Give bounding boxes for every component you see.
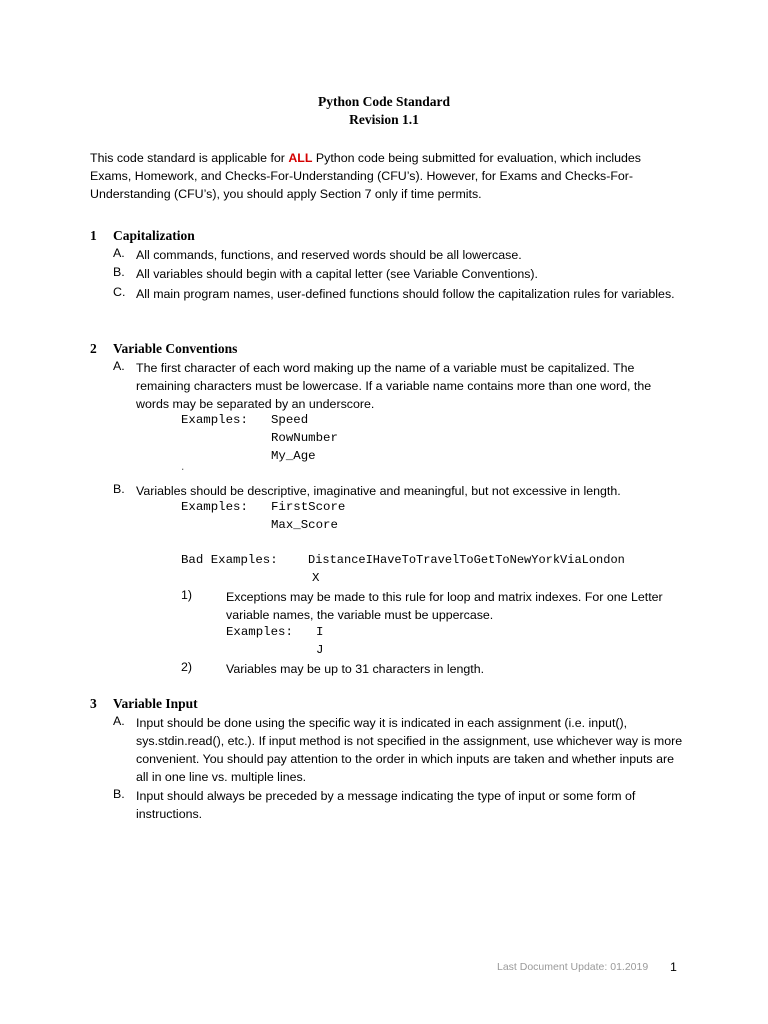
last-update-footer: Last Document Update: 01.2019 — [497, 961, 649, 973]
bad-example-x: X — [312, 571, 320, 585]
example-j: J — [316, 643, 324, 657]
document-title: Python Code Standard — [317, 94, 451, 109]
section-2-number: 2 — [90, 341, 97, 356]
sec1-item-a-text: All commands, functions, and reserved words should be all lowercase. — [136, 248, 522, 262]
bad-example-long-name: DistanceIHaveToTravelToGetToNewYorkViaLondon — [308, 553, 625, 567]
sec1-item-a-label: A. — [113, 246, 125, 260]
sec3-item-a-label: A. — [113, 714, 125, 728]
sec2-sub-2-label: 2) — [181, 660, 193, 674]
example-speed: Speed — [271, 413, 309, 427]
intro-text-end: Python code being submitted for evaluation, which includes Exams, Homework, and Checks-For-Understanding (CFU’s). However, for Exams and Checks-For-Understanding (CFU’s), you should apply Section 7 only if time permits. — [90, 151, 642, 201]
section-2-title: Variable Conventions — [113, 341, 238, 356]
example-max-score: Max_Score — [271, 518, 338, 532]
intro-highlight: ALL — [288, 151, 313, 165]
sec1-item-b-label: B. — [113, 265, 125, 279]
section-3-title: Variable Input — [113, 696, 198, 711]
sec3-item-b-label: B. — [113, 787, 125, 801]
sec1-item-b-text: All variables should begin with a capital letter (see Variable Conventions). — [136, 267, 538, 281]
sec2-sub-1-text: Exceptions may be made to this rule for loop and matrix indexes. For one Letter variable names, the variable must be uppercase. — [226, 590, 663, 622]
sec3-item-b-text: Input should always be preceded by a message indicating the type of input or some form of instructions. — [136, 789, 636, 821]
sec2-sub-1-label: 1) — [181, 588, 193, 602]
sec2-sub-2-text: Variables may be up to 31 characters in length. — [226, 662, 485, 676]
sec2-item-b-text: Variables should be descriptive, imaginative and meaningful, but not excessive in length. — [136, 484, 621, 498]
example-firstscore: FirstScore — [271, 500, 346, 514]
examples-label: Examples: — [181, 413, 248, 427]
sec3-item-a-text: Input should be done using the specific way it is indicated in each assignment (i.e. input(), sys.stdin.read(), etc.). If input method is not specified in the assignment, use whichever way is more convenient. You should pay attention to the order in which inputs are taken and whether inputs are all in one line vs. multiple lines. — [136, 716, 683, 784]
intro-paragraph — [90, 149, 680, 203]
stray-dot: . — [180, 463, 186, 473]
page-number: 1 — [670, 960, 677, 974]
sec2-item-b-label: B. — [113, 482, 125, 496]
sec2-item-a-text: The first character of each word making up the name of a variable must be capitalized. The remaining characters must be lowercase. If a variable name contains more than one word, the words may be separated by an underscore. — [136, 361, 652, 411]
intro-text-start: This code standard is applicable for — [90, 151, 289, 165]
examples-label: Examples: — [181, 500, 248, 514]
section-1-title: Capitalization — [113, 228, 195, 243]
example-i: I — [316, 625, 324, 639]
bad-examples-label: Bad Examples: — [181, 553, 278, 567]
document-revision: Revision 1.1 — [349, 112, 419, 127]
example-rownumber: RowNumber — [271, 431, 338, 445]
sec1-item-c-label: C. — [113, 285, 126, 299]
section-1-number: 1 — [90, 228, 97, 243]
sec1-item-c-text: All main program names, user-defined functions should follow the capitalization rules for variables. — [136, 287, 675, 301]
examples-label: Examples: — [226, 625, 293, 639]
sec2-item-a-label: A. — [113, 359, 125, 373]
example-my-age: My_Age — [271, 449, 316, 463]
section-3-number: 3 — [90, 696, 97, 711]
